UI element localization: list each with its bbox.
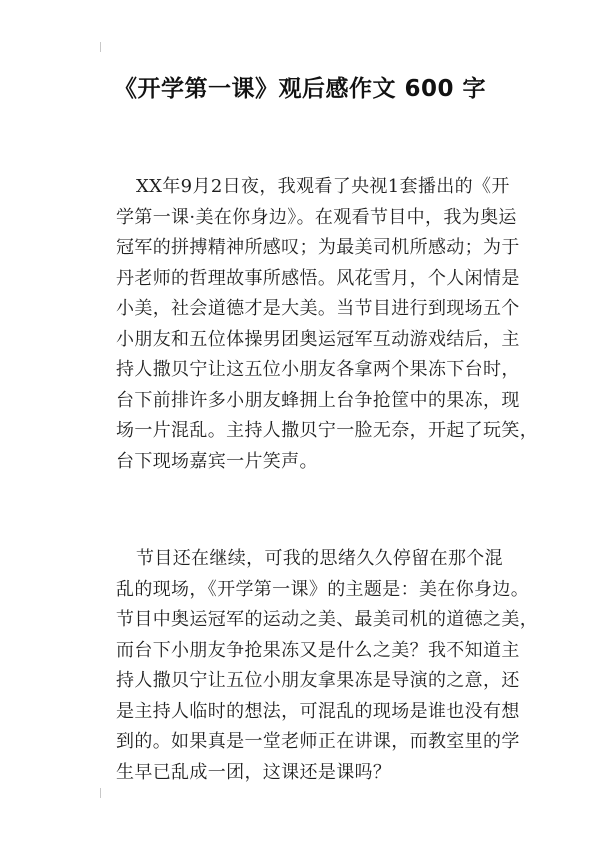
- corner-crop-mark: [100, 788, 101, 798]
- text-line: 持人撒贝宁让这五位小朋友各拿两个果冻下台时，: [116, 359, 520, 380]
- text-line: 场一片混乱。主持人撒贝宁一脸无奈，开起了玩笑，: [116, 420, 539, 441]
- text-line: 学第一课·美在你身边》。在观看节目中，我为奥运: [116, 206, 517, 228]
- text-line: 台下现场嘉宾一片笑声。: [116, 450, 318, 472]
- text-line: 节目中奥运冠军的运动之美、最美司机的道德之美，: [116, 609, 539, 630]
- text-line: 节目还在继续，可我的思绪久久停留在那个混: [136, 548, 503, 569]
- text-line: 而台下小朋友争抢果冻又是什么之美？我不知道主: [116, 639, 520, 661]
- text-line: 到的。如果真是一堂老师正在讲课，而教室里的学: [116, 731, 520, 752]
- text-line: 丹老师的哲理故事所感悟。风花雪月，个人闲情是: [116, 267, 520, 289]
- paragraph-1: [116, 172, 539, 477]
- text-line: 小美，社会道德才是大美。当节目进行到现场五个: [116, 298, 520, 319]
- text-line: 持人撒贝宁让五位小朋友拿果冻是导演的之意，还: [116, 670, 520, 691]
- page-title: 《开学第一课》观后感作文 600 字: [113, 76, 487, 102]
- corner-crop-mark: [100, 42, 101, 52]
- text-line: 乱的现场，《开学第一课》的主题是：美在你身边。: [116, 578, 530, 600]
- text-line: 冠军的拼搏精神所感叹；为最美司机所感动；为于: [116, 237, 520, 258]
- text-line: 生早已乱成一团，这课还是课吗？: [116, 761, 392, 783]
- paragraph-2: [116, 544, 539, 788]
- text-line: 台下前排许多小朋友蜂拥上台争抢筐中的果冻，现: [116, 389, 520, 411]
- text-line: 是主持人临时的想法，可混乱的现场是谁也没有想: [116, 700, 520, 722]
- text-line: 小朋友和五位体操男团奥运冠军互动游戏结后，主: [116, 328, 520, 350]
- text-line: XX年9月2日夜，我观看了央视1套播出的《开: [136, 176, 510, 197]
